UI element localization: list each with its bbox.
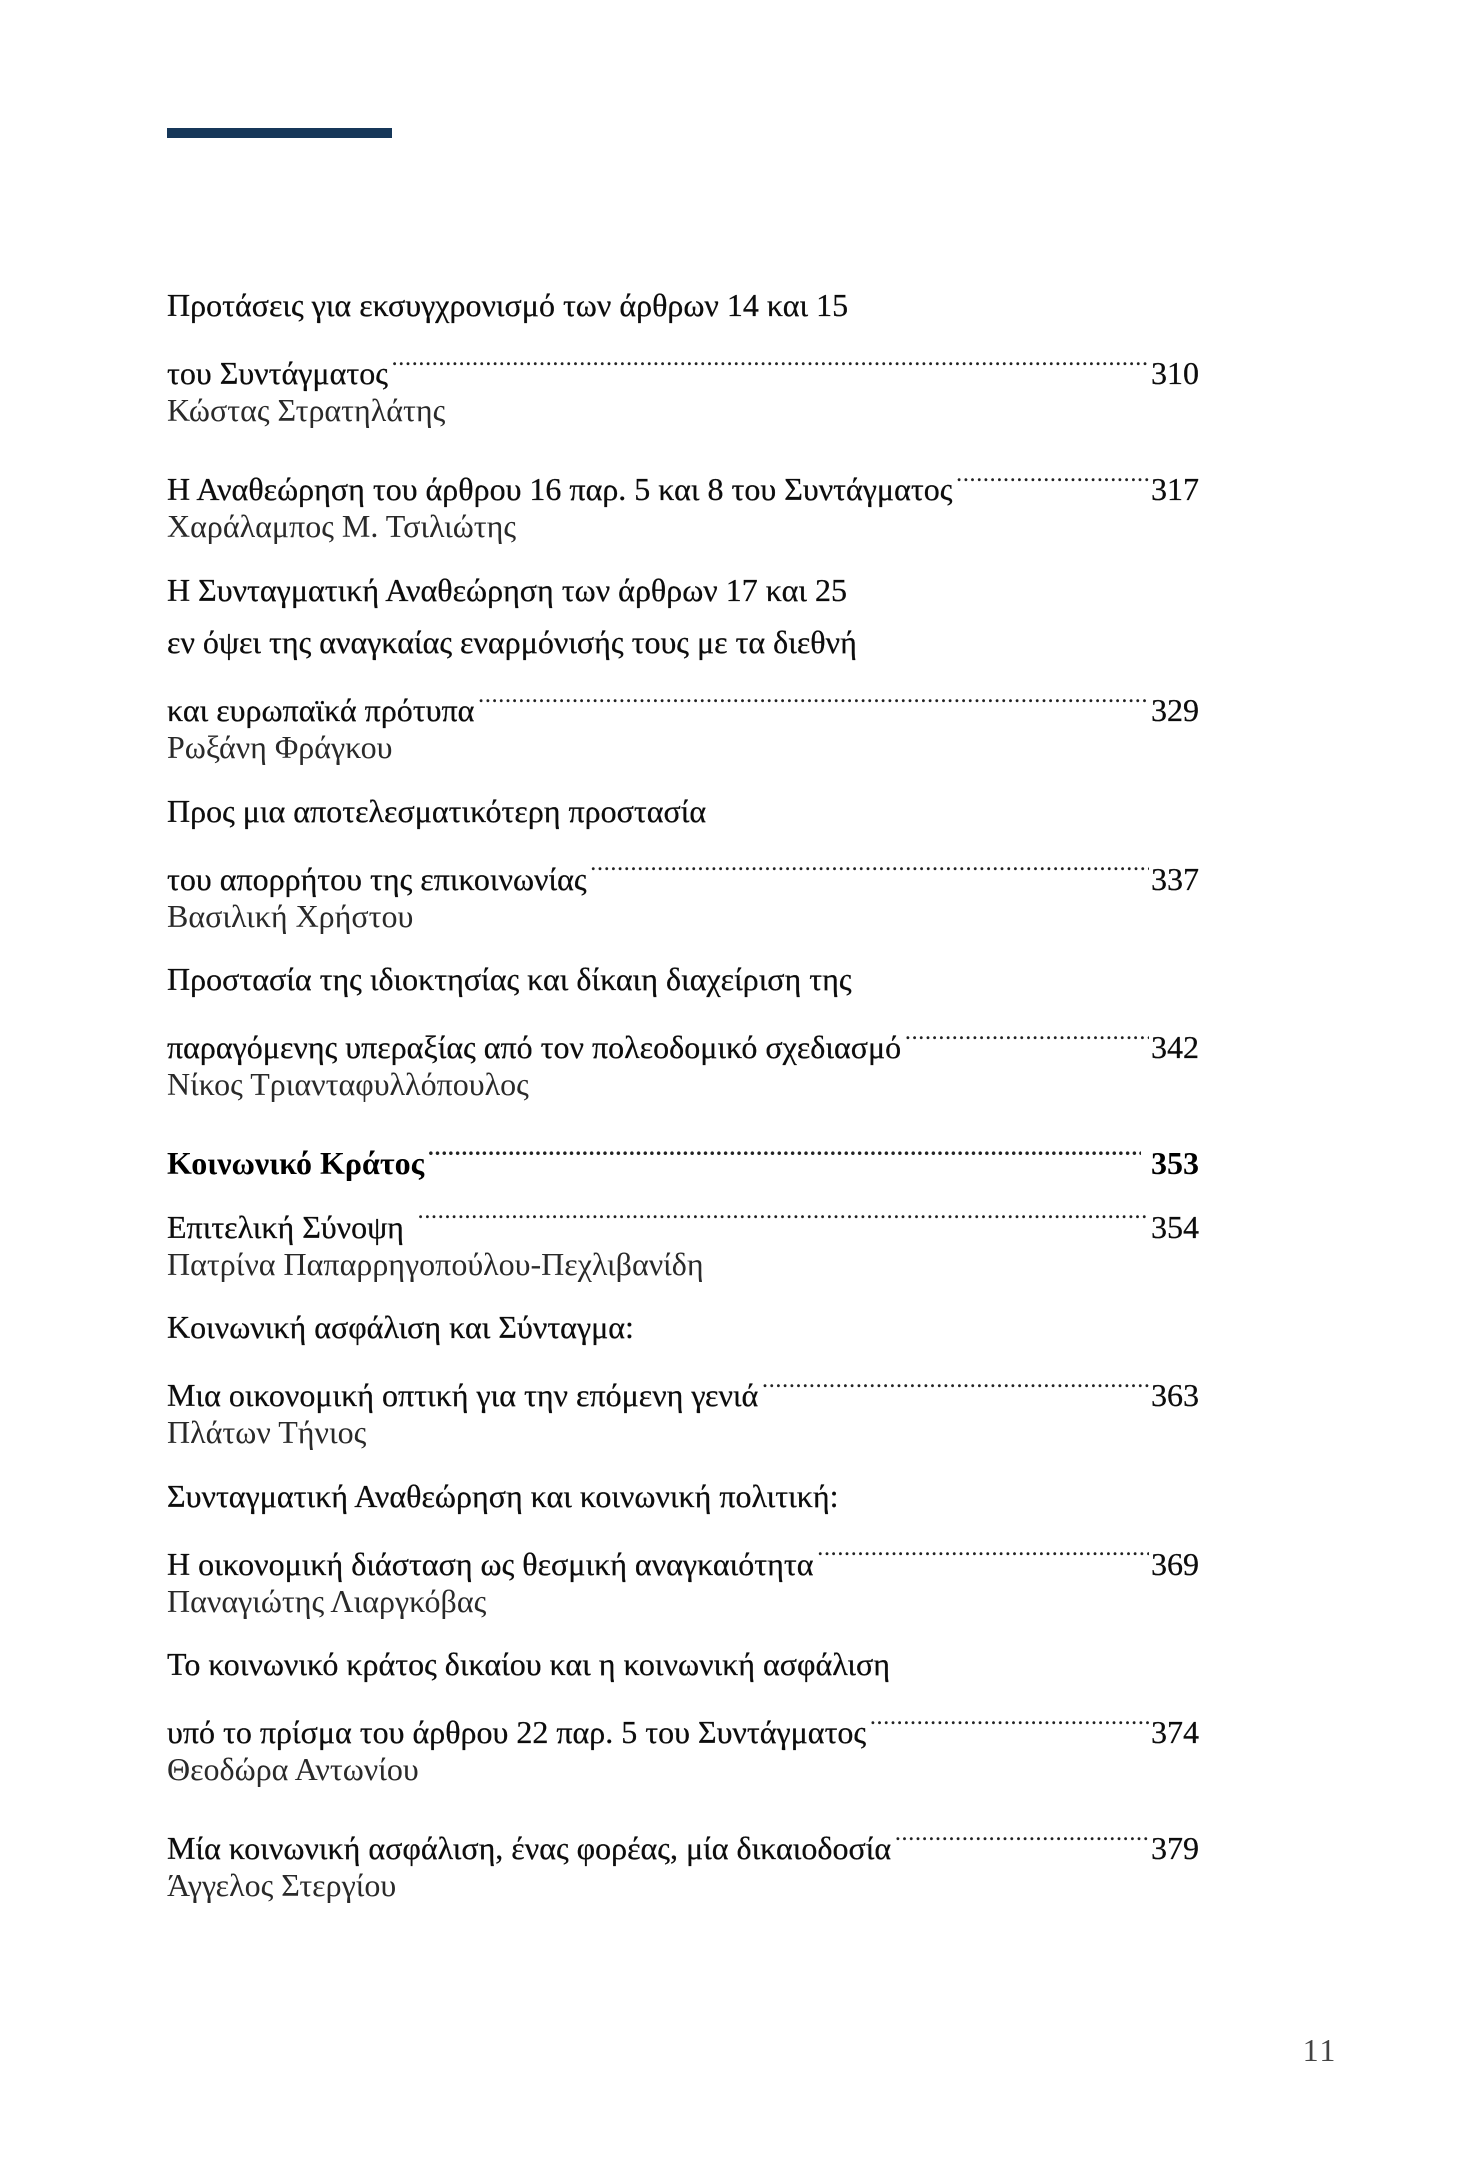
toc-entry-title-text: Προτάσεις για εκσυγχρονισμό των άρθρων 14 και 15	[167, 287, 849, 323]
toc-entry-title-line	[167, 448, 1199, 507]
toc-entry-author: Ρωξάνη Φράγκου	[167, 729, 393, 765]
dot-leader	[870, 1691, 1149, 1744]
dot-leader	[418, 1185, 1149, 1238]
toc-entry-author: Κώστας Στρατηλάτης	[167, 392, 446, 428]
toc-entry[interactable]	[167, 1807, 1199, 1912]
toc-entry[interactable]	[167, 564, 1199, 774]
toc-entry-title-line	[167, 785, 1199, 838]
toc-entry-title-line	[167, 1006, 1199, 1065]
toc-entry-title-text: του απορρήτου της επικοινωνίας	[167, 860, 587, 897]
section-heading-page-number[interactable]: 353	[1151, 1145, 1199, 1181]
toc-entry-title-text: Η οικονομική διάσταση ως θεσμική αναγκαιότητα	[167, 1545, 814, 1582]
dot-leader	[905, 1006, 1149, 1059]
dot-leader	[818, 1522, 1150, 1575]
dot-leader	[428, 1122, 1141, 1175]
section-heading-line	[167, 1122, 1199, 1181]
section-heading-title: Κοινωνικό Κράτος	[167, 1145, 425, 1181]
toc-entry-author: Πλάτων Τήνιος	[167, 1414, 367, 1450]
dot-leader	[895, 1807, 1149, 1860]
toc-entry-author: Παναγιώτης Λιαργκόβας	[167, 1582, 487, 1619]
toc-entry-title-text: Η Αναθεώρηση του άρθρου 16 παρ. 5 και 8 του Συντάγματος	[167, 471, 953, 507]
toc-entry-author: Θεοδώρα Αντωνίου	[167, 1751, 419, 1787]
toc-entry-title-line	[167, 564, 1199, 617]
toc-entry-page-number[interactable]: 374	[1151, 1714, 1199, 1750]
toc-entry-title-text: Το κοινωνικό κράτος δικαίου και η κοινωνική ασφάλιση	[167, 1646, 890, 1682]
toc-entry-title-text: και ευρωπαϊκά πρότυπα	[167, 692, 475, 728]
toc-entry-title-text: υπό το πρίσμα του άρθρου 22 παρ. 5 του Συντάγματος	[167, 1714, 867, 1750]
toc-entry[interactable]	[167, 279, 1199, 437]
dot-leader	[392, 332, 1149, 385]
toc-entry[interactable]	[167, 1638, 1199, 1796]
toc-entry-title-text: παραγόμενης υπεραξίας από τον πολεοδομικό σχεδιασμό	[167, 1029, 902, 1065]
toc-entry-author: Πατρίνα Παπαρρηγοπούλου-Πεχλιβανίδη	[167, 1245, 704, 1282]
toc-entry[interactable]	[167, 1470, 1199, 1628]
toc-entry-author: Άγγελος Στεργίου	[167, 1867, 397, 1903]
toc-section-heading[interactable]	[167, 1122, 1199, 1181]
toc-entry[interactable]	[167, 953, 1199, 1111]
toc-entry-page-number[interactable]: 363	[1151, 1377, 1199, 1413]
toc-entry[interactable]	[167, 1185, 1199, 1290]
dot-leader	[591, 837, 1149, 890]
toc-entry-title-text: Προστασία της ιδιοκτησίας και δίκαιη διαχείριση της	[167, 961, 852, 997]
toc-entry-page-number[interactable]: 369	[1151, 1545, 1199, 1582]
toc-entry-title-text: Επιτελική Σύνοψη	[167, 1208, 404, 1245]
toc-entry-title-line	[167, 1807, 1199, 1866]
toc-entry-title-text: Μια οικονομική οπτική για την επόμενη γενιά	[167, 1377, 759, 1413]
toc-entry-title-line	[167, 953, 1199, 1006]
toc-entry-title-line	[167, 616, 1199, 669]
toc-entry-title-line	[167, 1691, 1199, 1750]
toc-entry[interactable]	[167, 1301, 1199, 1459]
toc-entry[interactable]	[167, 448, 1199, 553]
toc-entry-page-number[interactable]: 342	[1151, 1029, 1199, 1065]
toc-entry-title-text: του Συντάγματος	[167, 355, 388, 391]
toc-entry-author: Χαράλαμπος Μ. Τσιλιώτης	[167, 508, 517, 544]
toc-entry-title-text: Η Συνταγματική Αναθεώρηση των άρθρων 17 και 25	[167, 571, 847, 608]
toc-entry-page-number[interactable]: 317	[1151, 471, 1199, 507]
toc-entry-title-line	[167, 837, 1199, 897]
toc-entry-page-number[interactable]: 310	[1151, 355, 1199, 391]
toc-entry-title-line	[167, 279, 1199, 332]
dot-leader	[956, 448, 1149, 501]
toc-entry-title-line	[167, 1301, 1199, 1354]
table-of-contents	[167, 279, 1199, 1912]
toc-entry-title-line	[167, 1522, 1199, 1582]
toc-entry[interactable]	[167, 785, 1199, 943]
toc-entry-title-text: Μία κοινωνική ασφάλιση, ένας φορέας, μία δικαιοδοσία	[167, 1830, 892, 1866]
toc-entry-page-number[interactable]: 329	[1151, 692, 1199, 728]
toc-entry-author: Νίκος Τριανταφυλλόπουλος	[167, 1066, 529, 1102]
toc-entry-title-line	[167, 1354, 1199, 1413]
page-number: 11	[1302, 2032, 1338, 2068]
toc-entry-title-text: Συνταγματική Αναθεώρηση και κοινωνική πολιτική:	[167, 1477, 839, 1514]
toc-entry-title-text: εν όψει της αναγκαίας εναρμόνισής τους με τα διεθνή	[167, 624, 857, 660]
toc-entry-page-number[interactable]: 337	[1151, 860, 1199, 897]
toc-entry-title-line	[167, 669, 1199, 728]
toc-entry-title-line	[167, 332, 1199, 391]
toc-entry-title-text: Προς μια αποτελεσματικότερη προστασία	[167, 792, 707, 829]
toc-entry-page-number[interactable]: 379	[1151, 1830, 1199, 1866]
toc-entry-title-line	[167, 1185, 1199, 1245]
dot-leader	[762, 1354, 1149, 1407]
toc-entry-page-number[interactable]: 354	[1151, 1208, 1199, 1245]
toc-entry-title-line	[167, 1638, 1199, 1691]
dot-leader	[478, 669, 1149, 722]
toc-entry-title-line	[167, 1470, 1199, 1523]
decorative-top-rule	[167, 128, 392, 138]
toc-entry-author: Βασιλική Χρήστου	[167, 897, 414, 934]
toc-entry-title-text: Κοινωνική ασφάλιση και Σύνταγμα:	[167, 1309, 634, 1345]
